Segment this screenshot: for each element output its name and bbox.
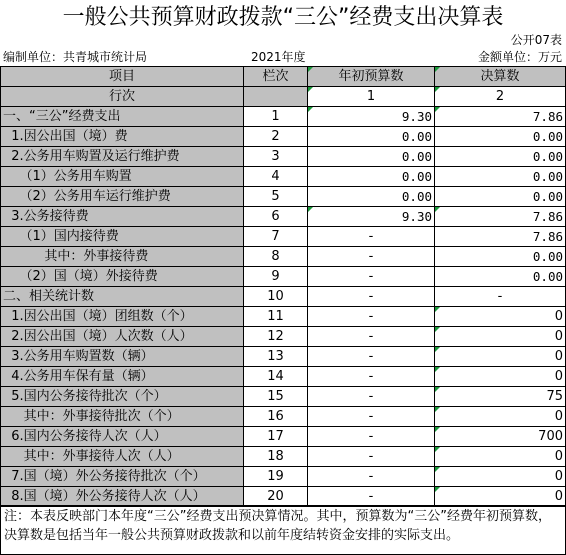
row-budget: - bbox=[308, 487, 435, 507]
row-final: 0.00 bbox=[435, 147, 566, 167]
row-budget: - bbox=[308, 367, 435, 387]
row-label: 二、相关统计数 bbox=[1, 287, 244, 307]
row-final: 0.00 bbox=[435, 187, 566, 207]
row-label: 1.因公出国（境）费 bbox=[1, 127, 244, 147]
row-label: （1）公务用车购置 bbox=[1, 167, 244, 187]
header-row bbox=[1, 67, 566, 87]
table-row bbox=[1, 127, 566, 147]
row-budget: - bbox=[308, 247, 435, 267]
row-budget: - bbox=[308, 267, 435, 287]
row-number: 19 bbox=[244, 467, 308, 487]
row-number: 11 bbox=[244, 307, 308, 327]
row-final: 0 bbox=[435, 327, 566, 347]
row-final: 0.00 bbox=[435, 267, 566, 287]
table-row bbox=[1, 447, 566, 467]
row-final: 0 bbox=[435, 467, 566, 487]
row-label: 5.国内公务接待批次（个） bbox=[1, 387, 244, 407]
unit-line bbox=[0, 49, 566, 66]
row-number: 5 bbox=[244, 187, 308, 207]
row-number: 4 bbox=[244, 167, 308, 187]
row-final: - bbox=[435, 287, 566, 307]
row-number: 3 bbox=[244, 147, 308, 167]
row-budget: - bbox=[308, 407, 435, 427]
year-label: 2021年度 bbox=[251, 50, 306, 64]
row-number: 9 bbox=[244, 267, 308, 287]
index-col-no bbox=[244, 87, 308, 107]
row-budget: - bbox=[308, 427, 435, 447]
table-row bbox=[1, 427, 566, 447]
row-budget: - bbox=[308, 347, 435, 367]
index-final: 2 bbox=[435, 87, 566, 107]
row-final: 0.00 bbox=[435, 127, 566, 147]
row-label: 8.国（境）外公务接待人次（人） bbox=[1, 487, 244, 507]
row-final: 0 bbox=[435, 407, 566, 427]
row-final: 75 bbox=[435, 387, 566, 407]
row-final: 7.86 bbox=[435, 207, 566, 227]
expense-table bbox=[0, 66, 566, 507]
row-label: 其中：外事接待批次（个） bbox=[1, 407, 244, 427]
row-final: 0 bbox=[435, 487, 566, 507]
row-number: 20 bbox=[244, 487, 308, 507]
table-row bbox=[1, 227, 566, 247]
table-row bbox=[1, 467, 566, 487]
table-row bbox=[1, 207, 566, 227]
row-budget: 0.00 bbox=[308, 127, 435, 147]
row-label: 1.因公出国（境）团组数（个） bbox=[1, 307, 244, 327]
table-row bbox=[1, 167, 566, 187]
table-row bbox=[1, 107, 566, 127]
table-row bbox=[1, 267, 566, 287]
row-number: 8 bbox=[244, 247, 308, 267]
row-label: 2.因公出国（境）人次数（人） bbox=[1, 327, 244, 347]
row-budget: - bbox=[308, 287, 435, 307]
table-row bbox=[1, 147, 566, 167]
row-number: 6 bbox=[244, 207, 308, 227]
row-budget: 9.30 bbox=[308, 107, 435, 127]
table-row bbox=[1, 387, 566, 407]
table-row bbox=[1, 347, 566, 367]
row-label: 其中：外事接待人次（人） bbox=[1, 447, 244, 467]
row-number: 10 bbox=[244, 287, 308, 307]
row-number: 18 bbox=[244, 447, 308, 467]
row-label: （2）公务用车运行维护费 bbox=[1, 187, 244, 207]
table-row bbox=[1, 247, 566, 267]
row-number: 15 bbox=[244, 387, 308, 407]
table-row bbox=[1, 407, 566, 427]
row-budget: 0.00 bbox=[308, 167, 435, 187]
row-final: 0 bbox=[435, 367, 566, 387]
row-label: 6.国内公务接待人次（人） bbox=[1, 427, 244, 447]
row-label: （1）国内接待费 bbox=[1, 227, 244, 247]
row-budget: 0.00 bbox=[308, 187, 435, 207]
row-budget: - bbox=[308, 447, 435, 467]
row-final: 700 bbox=[435, 427, 566, 447]
org-label: 编制单位：共青城市统计局 bbox=[3, 50, 148, 64]
row-number: 1 bbox=[244, 107, 308, 127]
row-number: 13 bbox=[244, 347, 308, 367]
form-code: 公开07表 bbox=[510, 33, 562, 47]
row-label: 2.公务用车购置及运行维护费 bbox=[1, 147, 244, 167]
row-budget: - bbox=[308, 327, 435, 347]
row-budget: 9.30 bbox=[308, 207, 435, 227]
row-final: 0 bbox=[435, 447, 566, 467]
table-row bbox=[1, 327, 566, 347]
table-row bbox=[1, 307, 566, 327]
row-final: 7.86 bbox=[435, 107, 566, 127]
row-label: 一、“三公”经费支出 bbox=[1, 107, 244, 127]
row-budget: - bbox=[308, 387, 435, 407]
table-row bbox=[1, 367, 566, 387]
footnote: 注：本表反映部门本年度“三公”经费支出预决算情况。其中，预算数为“三公”经费年初预算数，决算数是包括当年一般公共预算财政拨款和以前年度结转资金安排的实际支出。 bbox=[0, 505, 566, 555]
row-final: 0.00 bbox=[435, 167, 566, 187]
header-final: 决算数 bbox=[435, 67, 566, 87]
row-number: 16 bbox=[244, 407, 308, 427]
row-number: 17 bbox=[244, 427, 308, 447]
row-budget: - bbox=[308, 307, 435, 327]
row-budget: - bbox=[308, 227, 435, 247]
row-label: （2）国（境）外接待费 bbox=[1, 267, 244, 287]
header-col-no: 栏次 bbox=[244, 67, 308, 87]
index-budget: 1 bbox=[308, 87, 435, 107]
row-number: 14 bbox=[244, 367, 308, 387]
row-label: 3.公务用车购置数（辆） bbox=[1, 347, 244, 367]
header-item: 项目 bbox=[1, 67, 244, 87]
table-row bbox=[1, 287, 566, 307]
amount-unit-label: 金额单位：万元 bbox=[477, 50, 562, 64]
row-label: 3.公务接待费 bbox=[1, 207, 244, 227]
row-number: 2 bbox=[244, 127, 308, 147]
row-final: 0.00 bbox=[435, 247, 566, 267]
row-label: 4.公务用车保有量（辆） bbox=[1, 367, 244, 387]
header-budget: 年初预算数 bbox=[308, 67, 435, 87]
index-row bbox=[1, 87, 566, 107]
row-number: 7 bbox=[244, 227, 308, 247]
page-title: 一般公共预算财政拨款“三公”经费支出决算表 bbox=[62, 5, 504, 30]
row-final: 7.86 bbox=[435, 227, 566, 247]
row-budget: - bbox=[308, 467, 435, 487]
table-row bbox=[1, 487, 566, 507]
row-label: 7.国（境）外公务接待批次（个） bbox=[1, 467, 244, 487]
row-label: 其中：外事接待费 bbox=[1, 247, 244, 267]
table-row bbox=[1, 187, 566, 207]
row-number: 12 bbox=[244, 327, 308, 347]
row-final: 0 bbox=[435, 347, 566, 367]
row-budget: 0.00 bbox=[308, 147, 435, 167]
index-row-label: 行次 bbox=[1, 87, 244, 107]
row-final: 0 bbox=[435, 307, 566, 327]
